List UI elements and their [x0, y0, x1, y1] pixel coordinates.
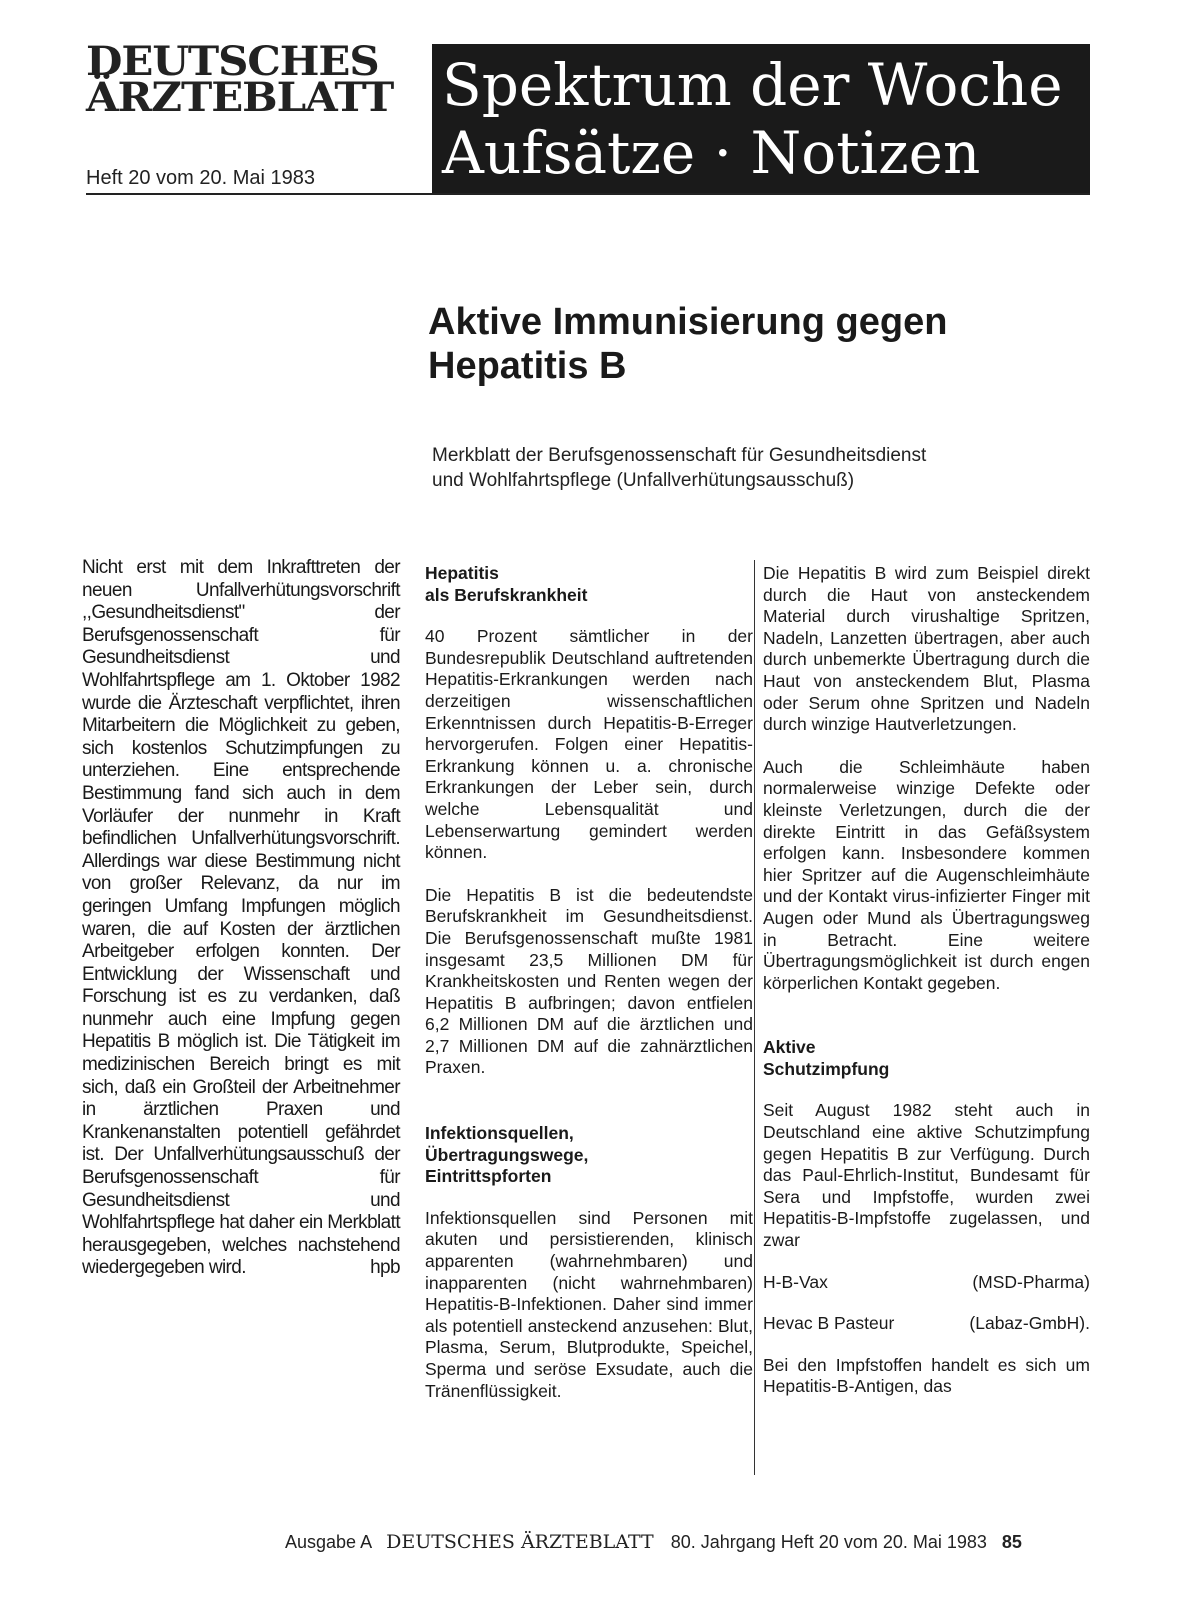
issue-label: Heft 20 vom 20. Mai 1983 [86, 167, 316, 189]
section-banner [432, 44, 1090, 194]
heading-line: Eintrittspforten [425, 1166, 552, 1187]
author-signature: hpb [370, 1257, 400, 1279]
vaccine-row [763, 1272, 1090, 1294]
heading-line: Aktive [763, 1037, 816, 1058]
intro-text: Nicht erst mit dem Inkrafttreten der neuen Unfallverhütungsvorschrift ,,Gesundheitsdienst" der Berufsgenossenschaft für Gesundheitsdienst und Wohlfahrtspflege am 1. Oktober 1982 wurde die Ärzteschaft verpflichtet, ihren Mitarbeitern die Möglichkeit zu geben, sich kostenlos Schutzimpfungen zu unterziehen. Eine entsprechende Bestimmung fand sich auch in dem Vorläufer der nunmehr in Kraft befindlichen Unfallverhütungsvorschrift. Allerdings war diese Bestimmung nicht von großer Relevanz, da nur im geringen Umfang Impfungen möglich waren, die auf Kosten der ärztlichen Arbeitgeber erfolgen konnten. Der Entwicklung der Wissenschaft und Forschung ist es zu verdanken, daß nunmehr auch eine Impfung gegen Hepatitis B möglich ist. Die Tätigkeit im medizinischen Bereich bringt es mit sich, daß ein Großteil der Arbeitnehmer in ärztlichen Praxen und Krankenanstalten potentiell gefährdet ist. Der Unfallverhütungsausschuß der Berufsgenossenschaft für Gesundheitsdienst und Wohlfahrtspflege hat daher ein Merkblatt herausgegeben, welches nachstehend wiedergegeben wird. [82, 557, 400, 1279]
paragraph: Auch die Schleimhäute haben normalerweise winzige Defekte oder kleinste Verletzungen, durch die der direkte Eintritt in das Gefäßsystem erfolgen kann. Insbesondere kommen hier Spritzer auf die Augenschleimhäute und der Kontakt virus-infizierter Finger mit Augen oder Mund als Übertragungsweg in Betracht. Eine weitere Übertragungsmöglichkeit ist durch engen körperlichen Kontakt gegeben. [763, 756, 1090, 993]
body-column-middle [425, 563, 753, 1402]
footer-edition: Ausgabe A [285, 1532, 372, 1552]
paragraph: Infektionsquellen sind Personen mit akuten und persistierenden, klinisch apparenten (wahrnehmbaren) und inapparenten (nicht wahrnehmbaren) Hepatitis-B-Infektionen. Daher sind immer als potentiell ansteckend anzusehen: Blut, Plasma, Serum, Blutprodukte, Speichel, Sperma und seröse Exsudate, auch die Tränenflüssigkeit. [425, 1207, 753, 1401]
section-heading-schutzimpfung [763, 1037, 1090, 1080]
section-banner-line2: Aufsätze · Notizen [442, 119, 981, 187]
body-column-right [763, 563, 1090, 1398]
heading-line: als Berufskrankheit [425, 584, 588, 605]
header-divider [86, 193, 1090, 195]
paragraph: Bei den Impfstoffen handelt es sich um Hepatitis-B-Antigen, das [763, 1354, 1090, 1397]
paragraph: Die Hepatitis B wird zum Beispiel direkt durch die Haut von ansteckendem Material durch virushaltige Spritzen, Nadeln, Lanzetten übertragen, aber auch durch unbemerkte Übertragung durch die Haut von ansteckendem Blut, Plasma oder Serum ohne Spritzen und Nadeln durch winzige Hautverletzungen. [763, 563, 1090, 735]
article-subtitle-line2: und Wohlfahrtspflege (Unfallverhütungsausschuß) [432, 470, 855, 491]
heading-line: Übertragungswege, [425, 1144, 589, 1165]
heading-line: Hepatitis [425, 563, 499, 583]
vaccine-name: Hevac B Pasteur [763, 1313, 895, 1334]
footer-brand: DEUTSCHES ÄRZTEBLATT [386, 1531, 654, 1553]
masthead-line1: DEUTSCHES [86, 38, 379, 85]
page-number: 85 [1001, 1532, 1022, 1552]
article-subtitle [432, 443, 1072, 493]
vaccine-row [763, 1313, 1090, 1335]
article-subtitle-line1: Merkblatt der Berufsgenossenschaft für Gesundheitsdienst [432, 445, 927, 466]
vaccine-maker: (MSD-Pharma) [972, 1271, 1090, 1292]
article-title-line1: Aktive Immunisierung gegen [428, 301, 948, 343]
article-title-line2: Hepatitis B [428, 345, 627, 387]
paragraph: 40 Prozent sämtlicher in der Bundesrepublik Deutschland auftretenden Hepatitis-Erkrankungen werden nach derzeitigen wissenschaftlichen Erkenntnissen durch Hepatitis-B-Erreger hervorgerufen. Folgen einer Hepatitis-Erkrankung können u. a. chronische Erkrankungen der Leber sein, durch welche Lebensqualität und Lebenserwartung gemindert werden können. [425, 626, 753, 863]
heading-line: Infektionsquellen, [425, 1123, 574, 1144]
article-title [428, 300, 1068, 388]
section-heading-berufskrankheit [425, 563, 753, 606]
heading-line: Schutzimpfung [763, 1058, 890, 1079]
section-banner-line1: Spektrum der Woche [442, 51, 1063, 119]
vaccine-name: H-B-Vax [763, 1271, 828, 1292]
vaccine-maker: (Labaz-GmbH). [969, 1313, 1090, 1334]
footer-issue-info: 80. Jahrgang Heft 20 vom 20. Mai 1983 [670, 1532, 987, 1552]
intro-column [82, 557, 400, 1280]
page-footer [285, 1531, 1091, 1553]
paragraph: Seit August 1982 steht auch in Deutschland eine aktive Schutzimpfung gegen Hepatitis B zur Verfügung. Durch das Paul-Ehrlich-Institut, Bundesamt für Sera und Impfstoffe, wurden zwei Hepatitis-B-Impfstoffe zugelassen, und zwar [763, 1100, 1090, 1251]
column-divider [754, 560, 755, 1475]
masthead-logo [86, 38, 416, 121]
paragraph: Die Hepatitis B ist die bedeutendste Berufskrankheit im Gesundheitsdienst. Die Berufsgenossenschaft mußte 1981 insgesamt 23,5 Millionen DM für Krankheitskosten und Renten wegen der Hepatitis B aufbringen; davon entfielen 6,2 Millionen DM auf die ärztlichen und 2,7 Millionen DM auf die zahnärztlichen Praxen. [425, 884, 753, 1078]
masthead-line2: ÄRZTEBLATT [86, 74, 394, 121]
section-heading-infektionsquellen [425, 1123, 753, 1188]
